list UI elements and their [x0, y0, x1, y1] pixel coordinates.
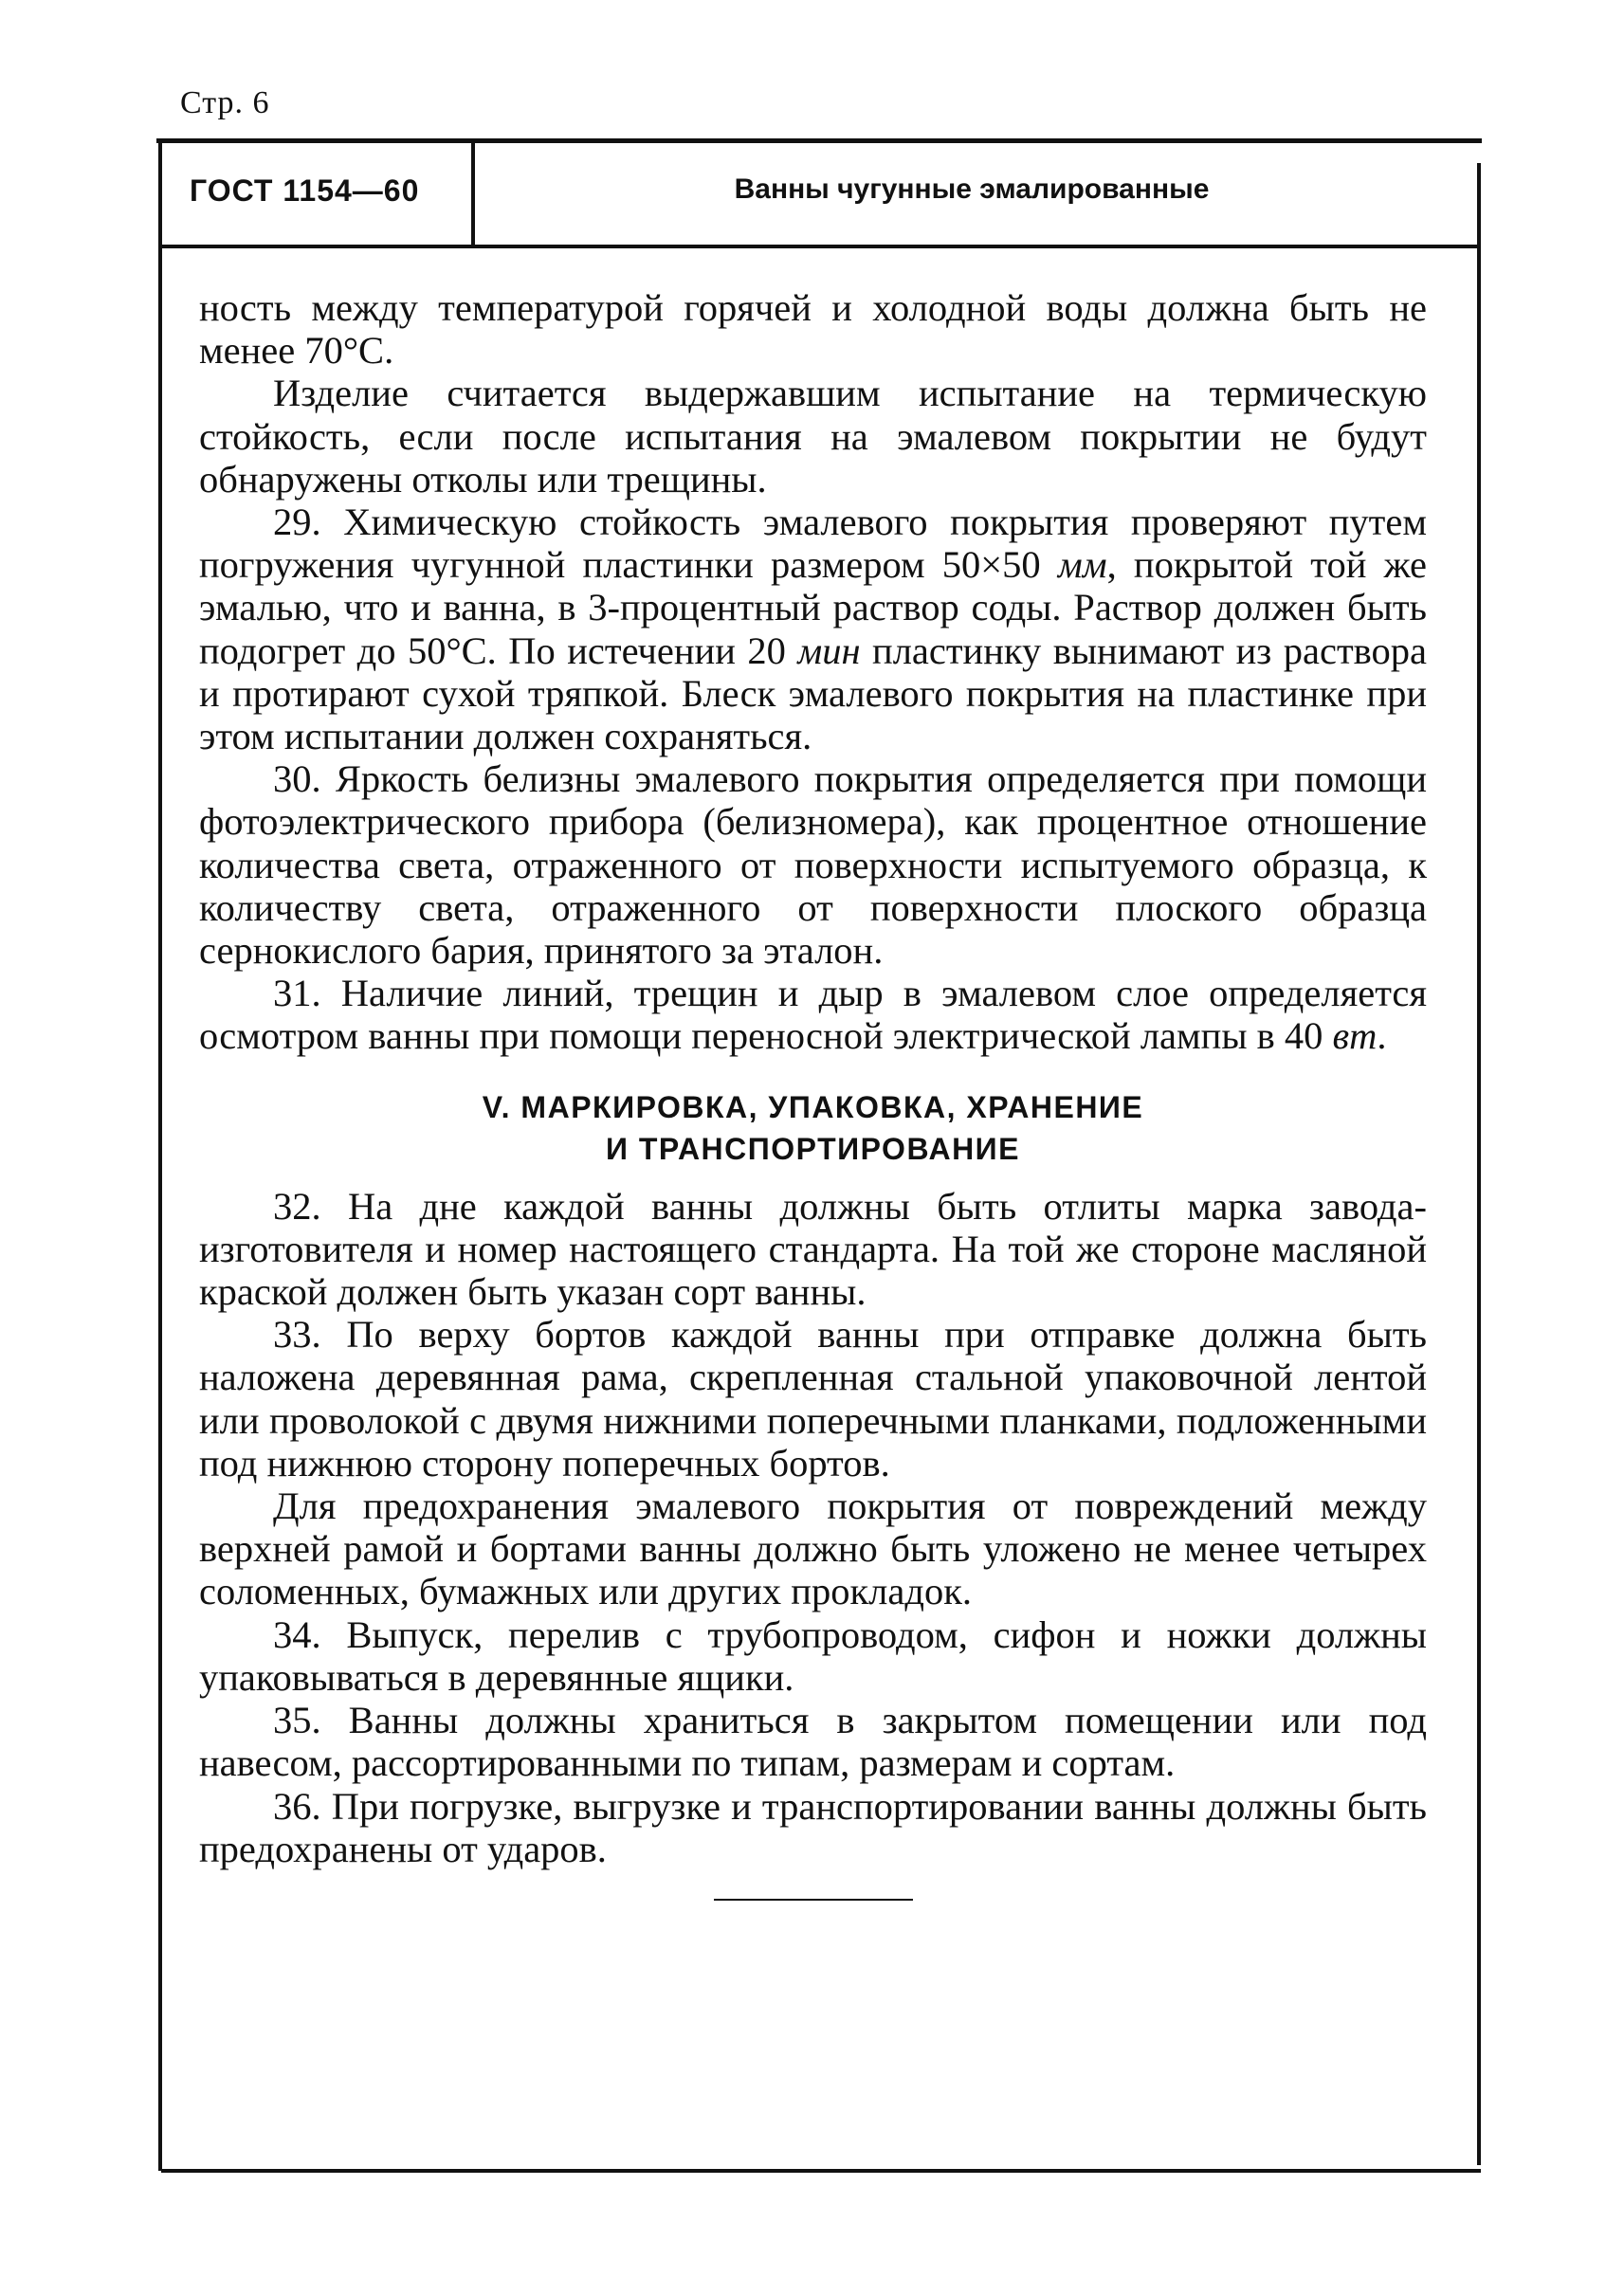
section-heading-line-1: V. МАРКИРОВКА, УПАКОВКА, ХРАНЕНИЕ: [482, 1089, 1144, 1124]
section-heading-line-2: И ТРАНСПОРТИРОВАНИЕ: [605, 1131, 1021, 1166]
paragraph-34: 34. Выпуск, перелив с трубопроводом, сифон и ножки должны упаковываться в деревянные ящики.: [199, 1612, 1427, 1699]
paragraph-29-text-1: 29. Химическую стойкость эмалевого покрытия проверяют путем погружения чугунной пластинки размером 50×50: [199, 501, 1427, 587]
document-body: [199, 286, 1427, 1901]
paragraph-29-text-3: пластинку вынимают из раствора и протирают сухой тряпкой. Блеск эмалевого покрытия на пластинке при этом испытании должен сохраняться.: [199, 628, 1427, 758]
standard-number: ГОСТ 1154—60: [190, 173, 420, 208]
paragraph-29-text-2: , покрытой той же эмалью, что и ванна, в 3-процентный раствор соды. Раствор должен быть подогрет до 50°С. По истечении 20: [199, 543, 1427, 672]
header-top-rule: [156, 138, 1482, 143]
paragraph-thermal-stability: Изделие считается выдержавшим испытание на термическую стойкость, если после испытания на эмалевом покрытии не будут обнаружены отколы или трещины.: [199, 372, 1427, 501]
paragraph-33: 33. По верху бортов каждой ванны при отправке должна быть наложена деревянная рама, скрепленная стальной упаковочной лентой или проволокой с двумя нижними поперечными планками, подложенными под нижнюю сторону поперечных бортов.: [199, 1313, 1427, 1484]
frame-left-border: [158, 142, 162, 2171]
paragraph-36: 36. При погрузке, выгрузке и транспортировании ванны должны быть предохранены от ударов.: [199, 1784, 1427, 1870]
unit-mm: мм: [1057, 543, 1107, 587]
paragraph-35: 35. Ванны должны храниться в закрытом помещении или под навесом, рассортированными по типам, размерам и сортам.: [199, 1699, 1427, 1785]
paragraph-31-text-1: 31. Наличие линий, трещин и дыр в эмалевом слое определяется осмотром ванны при помощи переносной электрической лампы в 40: [199, 972, 1427, 1058]
paragraph-30: 30. Яркость белизны эмалевого покрытия определяется при помощи фотоэлектрического прибора (белизномера), как процентное отношение количества света, отраженного от поверхности испытуемого образца, к количеству света, отраженного от поверхности плоского образца сернокислого бария, принятого за эталон.: [199, 757, 1427, 973]
frame-right-border: [1477, 163, 1481, 2165]
frame-bottom-rule: [161, 2169, 1481, 2173]
header-divider: [471, 142, 475, 245]
paragraph-33-protection: Для предохранения эмалевого покрытия от повреждений между верхней рамой и бортами ванны должно быть уложено не менее четырех соломенных, бумажных или других прокладок.: [199, 1484, 1427, 1613]
paragraph-29: [199, 501, 1427, 757]
header-bottom-rule: [161, 245, 1481, 248]
unit-watt: вт: [1332, 1014, 1378, 1058]
paragraph-31-text-2: .: [1377, 1014, 1387, 1058]
unit-min: мин: [797, 628, 861, 672]
end-of-text-rule: [714, 1899, 913, 1901]
page-number: Стр. 6: [180, 85, 270, 120]
document-title: Ванны чугунные эмалированные: [734, 173, 1210, 205]
paragraph-31: [199, 972, 1427, 1057]
paragraph-32: 32. На дне каждой ванны должны быть отлиты марка завода-изготовителя и номер настоящего стандарта. На той же стороне масляной краской должен быть указан сорт ванны.: [199, 1184, 1427, 1314]
section-heading: [199, 1086, 1427, 1170]
paragraph-continuation: ность между температурой горячей и холодной воды должна быть не менее 70°С.: [199, 286, 1427, 373]
